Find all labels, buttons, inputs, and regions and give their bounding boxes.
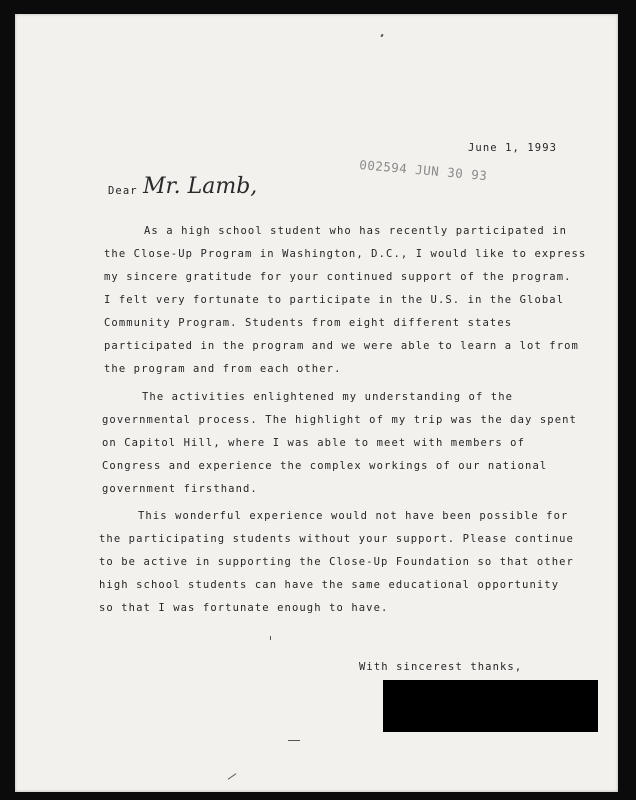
- body-line: the program and from each other.: [104, 363, 342, 375]
- letter-date: June 1, 1993: [468, 142, 558, 154]
- body-line: the Close-Up Program in Washington, D.C., I would like to express: [104, 248, 587, 260]
- body-line: so that I was fortunate enough to have.: [99, 602, 389, 614]
- body-line: high school students can have the same educational opportunity: [99, 579, 560, 591]
- received-stamp: 002594 JUN 30 93: [358, 157, 488, 184]
- closing-line: With sincerest thanks,: [359, 661, 523, 673]
- body-line: the participating students without your support. Please continue: [99, 533, 574, 545]
- body-line: participated in the program and we were able to learn a lot from: [104, 340, 579, 352]
- body-line: Congress and experience the complex workings of our national: [102, 460, 548, 472]
- paper-speck: [228, 773, 237, 780]
- letter-page: [15, 14, 618, 792]
- body-line: governmental process. The highlight of my trip was the day spent: [102, 414, 577, 426]
- body-line: As a high school student who has recently participated in: [144, 225, 568, 237]
- salutation-dear: Dear: [108, 185, 138, 197]
- salutation-name-handwritten: Mr. Lamb,: [143, 174, 258, 199]
- paper-speck: [270, 636, 271, 640]
- body-line: The activities enlightened my understanding of the: [142, 391, 514, 403]
- paper-speck: [380, 34, 383, 38]
- body-line: Community Program. Students from eight different states: [104, 317, 513, 329]
- body-line: government firsthand.: [102, 483, 258, 495]
- body-line: to be active in supporting the Close-Up Foundation so that other: [99, 556, 574, 568]
- body-line: I felt very fortunate to participate in the U.S. in the Global: [104, 294, 565, 306]
- body-line: This wonderful experience would not have been possible for: [138, 510, 569, 522]
- body-line: my sincere gratitude for your continued support of the program.: [104, 271, 572, 283]
- signature-redaction-box: [383, 680, 598, 732]
- body-line: on Capitol Hill, where I was able to meet with members of: [102, 437, 526, 449]
- paper-speck: [288, 740, 300, 741]
